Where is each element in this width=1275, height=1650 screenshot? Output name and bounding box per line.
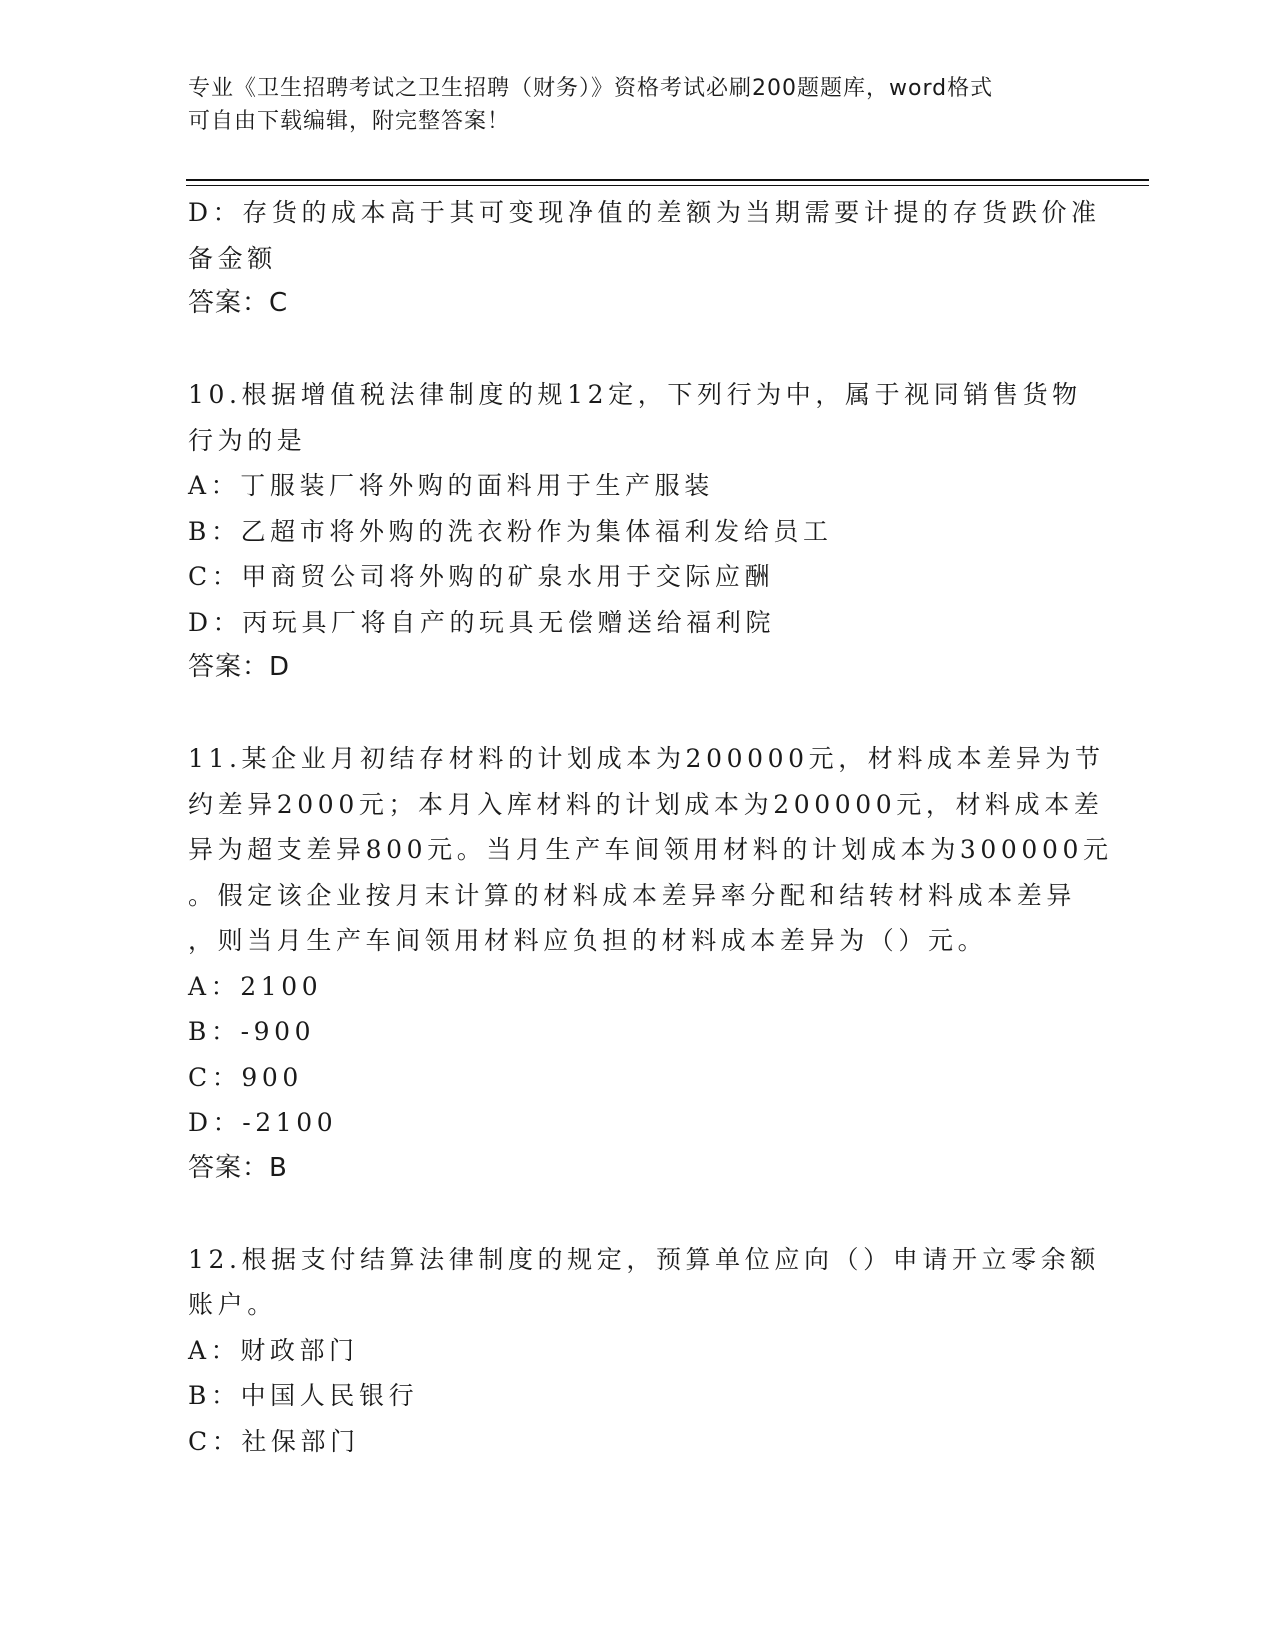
option-b: B：中国人民银行 [188, 1381, 419, 1410]
document-body [188, 190, 1113, 1464]
option-d: D：-2100 [188, 1108, 338, 1137]
question-10 [188, 372, 1088, 691]
question-12 [188, 1237, 1100, 1465]
header-line-1: 专业《卫生招聘考试之卫生招聘（财务）》资格考试必刷200题题库，word格式 [188, 76, 994, 101]
option-d-line-1: D：存货的成本高于其可变现净值的差额为当期需要计提的存货跌价准 [188, 198, 1101, 227]
question-stem-line-5: ，则当月生产车间领用材料应负担的材料成本差异为（）元。 [188, 926, 988, 955]
option-d-line-2: 备金额 [188, 243, 277, 273]
option-c: C：900 [188, 1062, 303, 1092]
question-9-tail [188, 190, 1101, 327]
question-stem-line-4: 。假定该企业按月末计算的材料成本差异率分配和结转材料成本差异 [188, 880, 1077, 910]
option-c: C：社保部门 [188, 1426, 360, 1456]
option-d: D：丙玩具厂将自产的玩具无偿赠送给福利院 [188, 607, 776, 637]
option-c: C：甲商贸公司将外购的矿泉水用于交际应酬 [188, 562, 775, 591]
spacer [188, 327, 1088, 373]
answer: 答案：B [188, 1152, 288, 1183]
spacer [188, 1191, 1088, 1237]
question-stem-line-2: 账户。 [188, 1290, 277, 1319]
header-line-2: 可自由下载编辑，附完整答案！ [188, 109, 511, 134]
header-divider-thick [186, 179, 1149, 181]
option-a: A：财政部门 [188, 1335, 359, 1365]
question-stem-line-1: 10.根据增值税法律制度的规12定，下列行为中，属于视同销售货物 [188, 380, 1082, 409]
answer: 答案：C [188, 288, 289, 318]
header-divider-thin [186, 185, 1149, 186]
answer: 答案：D [188, 652, 291, 682]
document-header [188, 72, 1088, 138]
option-b: B：乙超市将外购的洗衣粉作为集体福利发给员工 [188, 516, 833, 546]
spacer [188, 691, 1088, 737]
question-stem-line-1: 12.根据支付结算法律制度的规定，预算单位应向（）申请开立零余额 [188, 1244, 1100, 1274]
option-a: A：2100 [188, 971, 323, 1001]
option-a: A：丁服装厂将外购的面料用于生产服装 [188, 471, 714, 500]
question-stem-line-2: 约差异2000元；本月入库材料的计划成本为200000元，材料成本差 [188, 789, 1104, 819]
question-11 [188, 736, 1113, 1191]
question-stem-line-1: 11.某企业月初结存材料的计划成本为200000元，材料成本差异为节 [188, 744, 1105, 773]
question-stem-line-3: 异为超支差异800元。当月生产车间领用材料的计划成本为300000元 [188, 835, 1113, 864]
question-stem-line-2: 行为的是 [188, 425, 307, 455]
option-b: B：-900 [188, 1017, 316, 1046]
